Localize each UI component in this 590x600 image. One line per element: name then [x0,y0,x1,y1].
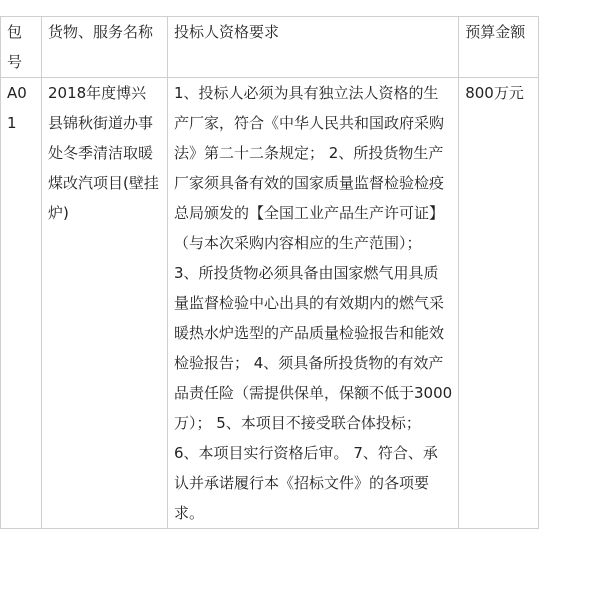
requirements-line: 求。 [174,504,205,522]
cell-goods: 2018年度博兴县锦秋街道办事处冬季清洁取暖煤改汽项目(壁挂炉) [42,78,168,529]
requirements-line: 认并承诺履行本《招标文件》的各项要 [174,474,430,492]
cell-requirements [168,78,459,529]
requirements-line: 6、本项目实行资格后审。 7、符合、承 [174,444,438,462]
tender-table [0,16,539,529]
table-header-row [1,17,539,78]
header-goods: 货物、服务名称 [42,17,168,78]
requirements-line: 产厂家，符合《中华人民共和国政府采购 [174,114,445,132]
requirements-line: 3、所投货物必须具备由国家燃气用具质 [174,264,439,282]
header-package: 包号 [1,17,42,78]
requirements-line: 1、投标人必须为具有独立法人资格的生 [174,84,439,102]
requirements-line: （与本次采购内容相应的生产范围）； [174,234,422,252]
requirements-line: 量监督检验中心出具的有效期内的燃气采 [174,294,445,312]
header-budget: 预算金额 [459,17,539,78]
header-requirements: 投标人资格要求 [168,17,459,78]
requirements-line: 总局颁发的【全国工业产品生产许可证】 [174,204,445,222]
requirements-line: 品责任险（需提供保单，保额不低于3000 [174,384,453,402]
requirements-line: 厂家须具备有效的国家质量监督检验检疫 [174,174,445,192]
cell-budget: 800万元 [459,78,539,529]
requirements-line: 万）； 5、本项目不接受联合体投标； [174,414,421,432]
table-row [1,78,539,529]
cell-package: A01 [1,78,42,529]
requirements-line: 暖热水炉选型的产品质量检验报告和能效 [174,324,445,342]
requirements-line: 检验报告； 4、须具备所投货物的有效产 [174,354,444,372]
requirements-line: 法》第二十二条规定； 2、所投货物生产 [174,144,444,162]
